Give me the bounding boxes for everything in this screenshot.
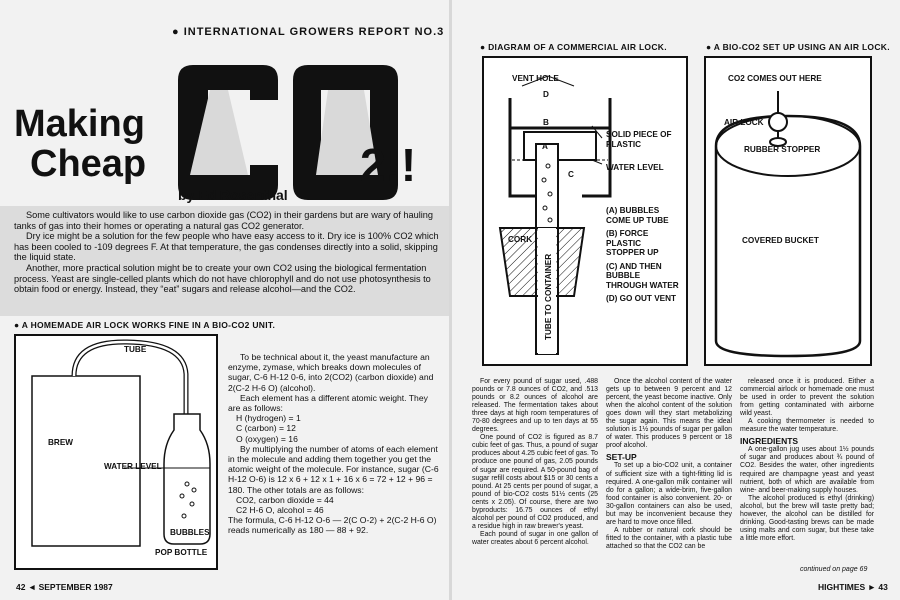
intro-text — [14, 210, 442, 295]
intro-paragraph: Dry ice might be a solution for the few people who have easy access to it. Dry ice is 100% CO2 which has been cooled to -109 degrees F. At that temperature, the gas condenses directly into a solid, skipping the liquid state. — [14, 231, 439, 263]
right-folio: HIGHTIMES ► 43 — [818, 582, 888, 592]
col2-paragraph: Once the alcohol content of the water gets up to between 9 percent and 12 percent, the yeast become inactive. Only when the alcohol content of the solution goes down will they start metabolizing the sugar again. This means the ideal solution is 1½ pounds of sugar per gallon of water. This produces 9 percent or 18 proof alcohol. — [606, 378, 732, 450]
step-a: (A) BUBBLES COME UP TUBE — [606, 206, 669, 225]
body-paragraph: Each element has a different atomic weight. They are as follows: — [228, 392, 428, 414]
figure-caption: ● A HOMEMADE AIR LOCK WORKS FINE IN A BIO-CO2 UNIT. — [14, 320, 276, 330]
label-rubber-stopper: RUBBER STOPPER — [744, 145, 821, 154]
label-cork: CORK — [508, 235, 533, 244]
right-column-1 — [472, 378, 598, 547]
label-c: C — [568, 170, 574, 179]
label-air-lock: AIR LOCK — [724, 118, 764, 127]
diagram1-caption: ● DIAGRAM OF A COMMERCIAL AIR LOCK. — [480, 42, 667, 52]
airlock-steps — [606, 206, 682, 304]
byline: by Ed Rosenthal — [178, 187, 288, 203]
col2-paragraph: A rubber or natural cork should be fitted to the container, with a plastic tube attached so that the CO2 can be — [606, 526, 732, 550]
body-paragraph: To be technical about it, the yeast manufacture an enzyme, zymase, which breaks down molecules of sugar, C-6 H-12 0-6, into 2(CO2) (carbon dioxide) and 2(C-2 H-6 O) (alcohol). — [228, 352, 434, 393]
intro-paragraph: Some cultivators would like to use carbon dioxide gas (CO2) in their gardens but are wary of hauling tanks of gas into their homes or operating a natural gas CO2 generator. — [14, 210, 434, 231]
step-d: (D) GO OUT VENT — [606, 294, 677, 303]
col3-paragraph: released once it is produced. Either a commercial airlock or homemade one must be used in order to prevent the solution from getting contaminated with airborne wild yeast. — [740, 378, 874, 418]
atomic-weight-o: O (oxygen) = 16 — [236, 433, 298, 444]
label-a: A — [542, 142, 548, 151]
body-paragraph: By multiplying the number of atoms of each element in the molecule and adding them together you get the atomic weight of the molecule. For instance, sugar (C-6 H-12 O-6) is 12 x 6 + 12 x 1 + 16 x 6 = 72 + 12 + 96 = 180. The other totals are as follows: — [228, 443, 439, 495]
series-kicker: ● INTERNATIONAL GROWERS REPORT NO.3 — [172, 26, 445, 38]
col3-paragraph: A cooking thermometer is needed to measure the water temperature. — [740, 418, 874, 434]
page-gutter — [449, 0, 452, 600]
label-covered-bucket: COVERED BUCKET — [742, 236, 819, 245]
label-solid-piece: SOLID PIECE OF PLASTIC — [606, 130, 672, 149]
col2-paragraph: To set up a bio-CO2 unit, a container of sufficient size with a tight-fitting lid is required. A one-gallon milk container will do for a gallon; a wide-brim, five-gallon food container is also convenient. 20- or 30-gallon containers can also be used, but may be inconvenient because they are hard to move once filled. — [606, 462, 732, 526]
title-line-cheap: Cheap — [30, 143, 147, 185]
label-tube-to-container: TUBE TO CONTAINER — [544, 253, 553, 340]
title-co-text — [168, 60, 169, 61]
label-co2-comes-out: CO2 COMES OUT HERE — [728, 74, 822, 83]
label-brew: BREW — [48, 438, 74, 447]
col1-paragraph: One pound of CO2 is figured as 8.7 cubic feet of gas. Thus, a pound of sugar produces about 4.25 cubic feet of gas. To produce one pound of gas, 2.05 pounds of sugar are required. A 50-pound bag of sugar refill costs about $15 or 30 cents a pound. At 25 cents per pound of sugar, a pound of bio-CO2 costs 51½ cents (25 cents x 2.05). Of course, there are two byproducts: 16.75 ounces of ethyl alcohol per pound of CO2 produced, and a residue high in raw brewer's yeast. — [472, 434, 598, 530]
label-water-level: WATER LEVEL — [104, 462, 162, 471]
ingredients-heading: INGREDIENTS — [740, 436, 799, 447]
label-tube: TUBE — [124, 345, 147, 354]
intro-paragraph: Another, more practical solution might be to create your own CO2 using the biological fermentation process. Yeast are single-celled plants which do not have chlorophyll and do not use photosynthesis to obtain food or energy. Instead, they “eat” sugars and release alcohol—and the CO2. — [14, 262, 431, 295]
label-pop-bottle: POP BOTTLE — [155, 548, 208, 557]
label-water-level-2: WATER LEVEL — [606, 163, 664, 172]
atomic-weight-c: C (carbon) = 12 — [236, 423, 296, 434]
title-subscript-2: 2!! — [360, 139, 417, 191]
col1-paragraph: Each pound of sugar in one gallon of water creates about 6 percent alcohol. — [472, 530, 598, 546]
col3-paragraph: A one-gallon jug uses about 1½ pounds of sugar and produces about ¾ pound of CO2. Besides the water, other ingredients required are champagne yeast and yeast nutrient, both of which are available from wine- and beer-making supply houses. — [740, 446, 874, 494]
label-vent-hole: VENT HOLE — [512, 74, 559, 83]
body-column-left — [228, 352, 440, 536]
label-d: D — [543, 90, 549, 99]
right-column-3 — [740, 378, 874, 543]
continued-note: continued on page 69 — [800, 566, 868, 573]
diagram2-caption: ● A BIO-CO2 SET UP USING AN AIR LOCK. — [706, 42, 890, 52]
right-column-2 — [606, 378, 732, 551]
title-line-making: Making — [14, 103, 145, 145]
bucket-drawing — [704, 56, 872, 366]
col3-paragraph: The alcohol produced is ethyl (drinking) alcohol, but the brew will taste pretty bad; however, the alcohol can be distilled for drinking. Good-tasting brews can be made using malts and corn sugar, but these take a little more effort. — [740, 494, 874, 542]
left-folio: 42 ◄ SEPTEMBER 1987 — [16, 582, 113, 592]
atomic-weight-h: H (hydrogen) = 1 — [236, 413, 301, 424]
setup-heading: SET-UP — [606, 452, 637, 463]
weight-co2: CO2, carbon dioxide = 44 — [236, 494, 334, 505]
col1-paragraph: For every pound of sugar used, .488 pounds or 7.8 ounces of CO2, and .513 pounds or 8.2 ounces of alcohol are released. The fermentation takes about three days at high room temperatures of 70-80 degrees and up to ten days at 55 degrees. — [472, 378, 598, 434]
label-bubbles: BUBBLES — [170, 528, 210, 537]
formula-line: The formula, C-6 H-12 O-6 — 2(C O-2) + 2(C-2 H-6 O) reads numerically as 180 — 88 + 92. — [228, 515, 437, 536]
weight-alcohol: C2 H-6 O, alcohol = 46 — [236, 505, 324, 516]
step-c: (C) AND THEN BUBBLE THROUGH WATER — [606, 261, 679, 290]
label-b: B — [543, 118, 549, 127]
step-b: (B) FORCE PLASTIC STOPPER UP — [606, 229, 659, 257]
